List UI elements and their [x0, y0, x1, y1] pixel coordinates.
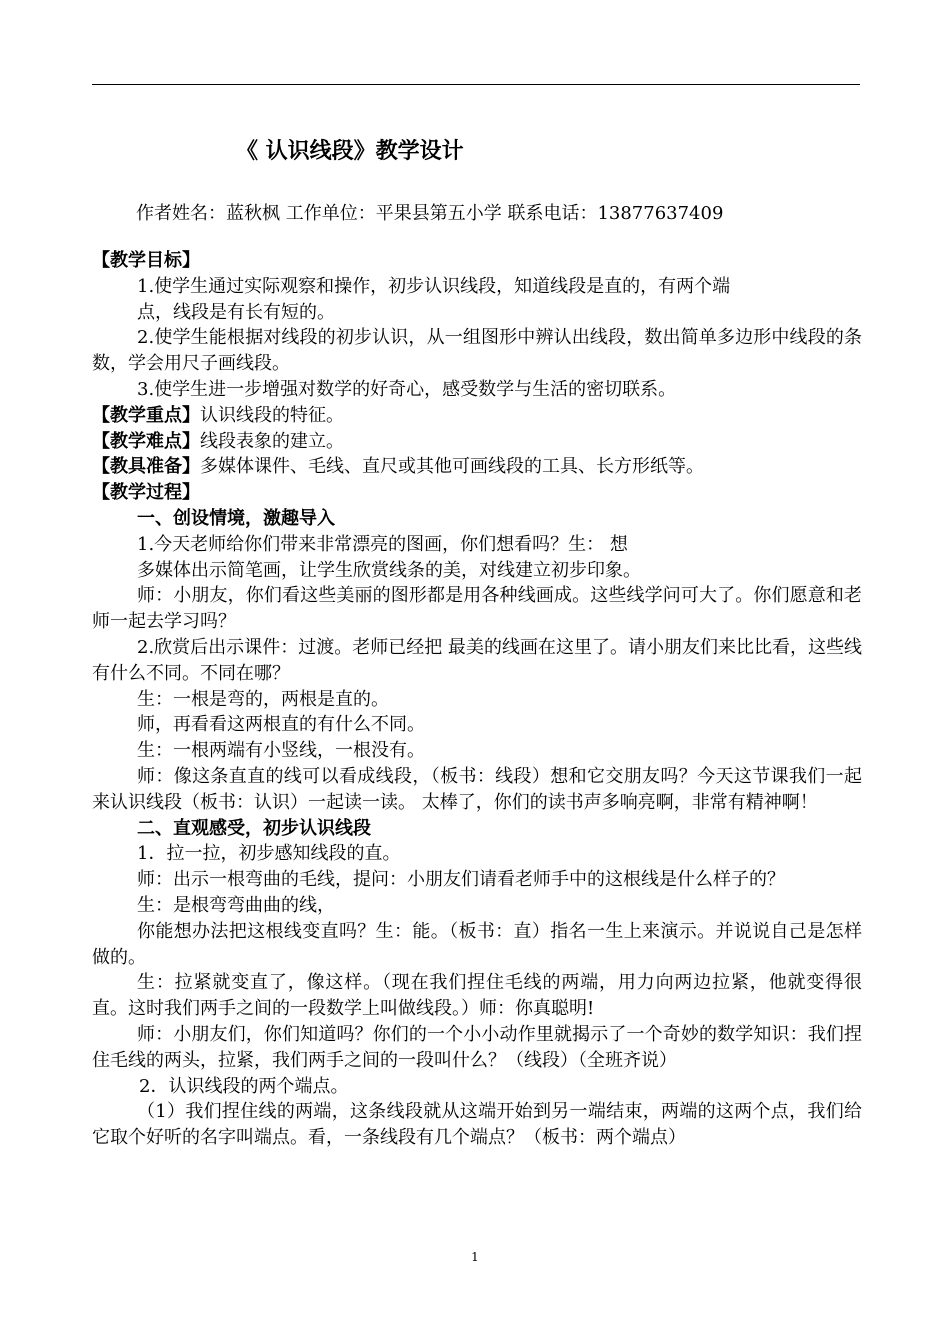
objective-3: 3.使学生进一步增强对数学的好奇心，感受数学与生活的密切联系。 — [137, 378, 677, 400]
materials-line — [92, 454, 862, 480]
section-2-paragraph: 2．认识线段的两个端点。 — [139, 1075, 349, 1097]
section-2-paragraph: 生：是根弯弯曲曲的线， — [137, 894, 335, 916]
objectives-heading: 【教学目标】 — [92, 250, 200, 271]
section-2-paragraph: 生：拉紧就变直了，像这样。（现在我们捏住毛线的两端，用力向两边拉紧，他就变得很直。这时我们两手之间的一段数学上叫做线段。）师：你真聪明! — [92, 972, 862, 1020]
materials-text: 多媒体课件、毛线、直尺或其他可画线段的工具、长方形纸等。 — [200, 456, 704, 478]
difficulty-line — [92, 429, 862, 455]
section-2-paragraph: 师：小朋友们，你们知道吗？你们的一个小小动作里就揭示了一个奇妙的数学知识：我们捏住毛线的两头，拉紧，我们两手之间的一段叫什么？（线段）（全班齐说） — [92, 1023, 862, 1071]
difficulty-label: 【教学难点】 — [92, 430, 200, 452]
key-point-text: 认识线段的特征。 — [200, 404, 344, 426]
author-line: 作者姓名：蓝秋枫 工作单位：平果县第五小学 联系电话：13877637409 — [136, 203, 724, 224]
section-1-paragraph: 师，再看看这两根直的有什么不同。 — [137, 714, 425, 736]
section-1-paragraph: 1.今天老师给你们带来非常漂亮的图画，你们想看吗？生： 想 — [137, 533, 628, 555]
section-2-title: 二、直观感受，初步认识线段 — [137, 817, 371, 839]
page-number: 1 — [471, 1250, 479, 1264]
section-2-paragraph: 1．拉一拉，初步感知线段的直。 — [137, 843, 401, 865]
section-2-paragraph: （1）我们捏住线的两端，这条线段就从这端开始到另一端结束，两端的这两个点，我们给它取个好听的名字叫端点。看，一条线段有几个端点？（板书：两个端点） — [92, 1101, 862, 1149]
key-point-label: 【教学重点】 — [92, 404, 200, 426]
section-1-title: 一、创设情境，激趣导入 — [137, 507, 335, 529]
difficulty-text: 线段表象的建立。 — [200, 430, 344, 452]
objective-2: 2.使学生能根据对线段的初步认识，从一组图形中辨认出线段，数出简单多边形中线段的条数，学会用尺子画线段。 — [92, 327, 862, 375]
section-1-paragraph: 师：小朋友，你们看这些美丽的图形都是用各种线画成。这些线学问可大了。你们愿意和老师一起去学习吗？ — [92, 585, 862, 633]
section-1-paragraph: 生：一根两端有小竖线，一根没有。 — [137, 740, 425, 762]
materials-label: 【教具准备】 — [92, 456, 200, 478]
section-2-paragraph: 你能想办法把这根线变直吗？生：能。（板书：直）指名一生上来演示。并说说自己是怎样做的。 — [92, 920, 862, 968]
document-title: 《 认识线段》教学设计 — [236, 139, 464, 164]
section-2-paragraph: 师：出示一根弯曲的毛线，提问：小朋友们请看老师手中的这根线是什么样子的？ — [137, 869, 785, 891]
section-1-paragraph: 师：像这条直直的线可以看成线段，（板书：线段）想和它交朋友吗？今天这节课我们一起来认识线段（板书：认识）一起读一读。 太棒了，你们的读书声多响亮啊，非常有精神啊！ — [92, 765, 862, 813]
key-point-line — [92, 403, 862, 429]
section-1-paragraph: 2.欣赏后出示课件：过渡。老师已经把 最美的线画在这里了。请小朋友们来比比看，这些线有什么不同。不同在哪？ — [92, 636, 862, 684]
section-1-paragraph: 生：一根是弯的，两根是直的。 — [137, 688, 389, 710]
document-body — [92, 248, 862, 1151]
section-1-paragraph: 多媒体出示简笔画，让学生欣赏线条的美，对线建立初步印象。 — [137, 559, 641, 581]
objective-1a: 1.使学生通过实际观察和操作，初步认识线段，知道线段是直的，有两个端 — [137, 275, 731, 297]
objective-1b: 点，线段是有长有短的。 — [137, 301, 335, 323]
header-rule — [92, 84, 860, 85]
process-heading: 【教学过程】 — [92, 482, 200, 504]
